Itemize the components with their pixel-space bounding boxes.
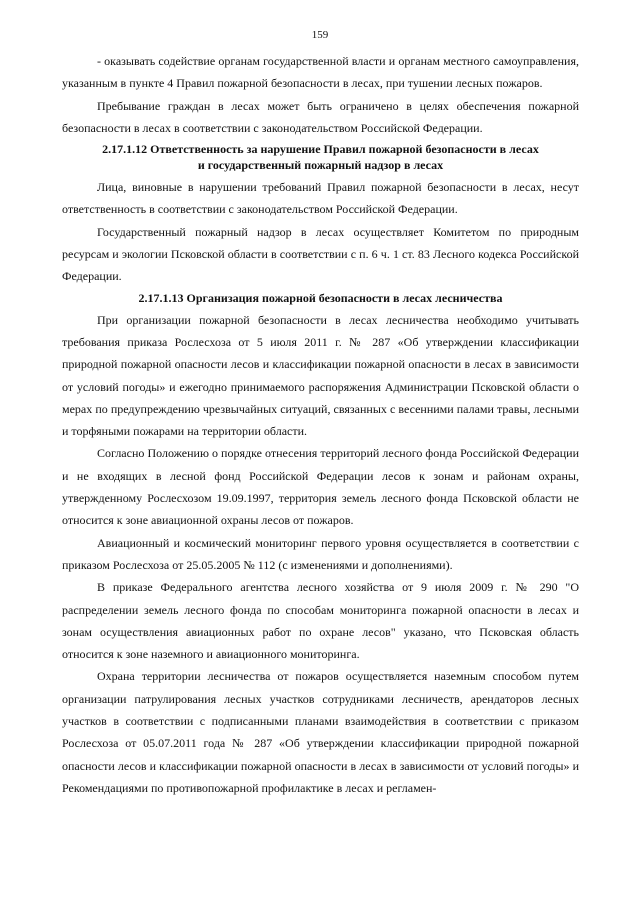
- section-13-paragraph-2: Согласно Положению о порядке отнесения территорий лесного фонда Российской Федерации и не входящих в лесной фонд Российской Федерации лесов к зонам и районам охраны, утвержденному Рослесхозом 19.09.1997, территория земель лесного фонда Псковской области не относится к зоне авиационной охраны лесов от пожаров.: [62, 446, 579, 528]
- section-heading-2-17-1-12: [62, 139, 579, 176]
- section-heading-line-1: 2.17.1.12 Ответственность за нарушение Правил пожарной безопасности в лесах: [102, 142, 539, 157]
- section-12-paragraph-1: Лица, виновные в нарушении требований Правил пожарной безопасности в лесах, несут ответственность в соответствии с законодательством Российской Федерации.: [62, 180, 579, 217]
- section-12-paragraph-2: Государственный пожарный надзор в лесах осуществляет Комитетом по природным ресурсам и экологии Псковской области в соответствии с п. 6 ч. 1 ст. 83 Лесного кодекса Российской Федерации.: [62, 224, 579, 284]
- section-heading-line-2: и государственный пожарный надзор в лесах: [197, 158, 444, 173]
- intro-paragraph-2: Пребывание граждан в лесах может быть ограничено в целях обеспечения пожарной безопасности в лесах в соответствии с законодательством Российской Федерации.: [62, 98, 579, 135]
- section-13-paragraph-1: При организации пожарной безопасности в лесах лесничества необходимо учитывать требования приказа Рослесхоза от 5 июля 2011 г. № 287 «Об утверждении классификации природной пожарной опасности лесов и классификации пожарной опасности в лесах в зависимости от условий погоды» и ежегодно принимаемого распоряжения Администрации Псковской области о мерах по предупреждению чрезвычайных ситуаций, связанных с весенними палами травы, лесными и торфяными пожарами на территории области.: [62, 312, 579, 439]
- document-body: [62, 50, 579, 799]
- intro-paragraph-1: - оказывать содействие органам государственной власти и органам местного самоуправления, указанным в пункте 4 Правил пожарной безопасности в лесах, при тушении лесных пожаров.: [62, 54, 579, 91]
- section-13-paragraph-5: Охрана территории лесничества от пожаров осуществляется наземным способом путем организации патрулирования лесных участков сотрудниками лесничеств, арендаторов лесных участков в соответствии с подписанными планами взаимодействия в соответствии с приказом Рослесхоза от 05.07.2011 года № 287 «Об утверждении классификации природной пожарной опасности лесов и классификации пожарной опасности в лесах в зависимости от условий погоды» и Рекомендациями по противопожарной профилактике в лесах и регламен-: [62, 669, 579, 795]
- section-13-paragraph-3: Авиационный и космический мониторинг первого уровня осуществляется в соответствии с приказом Рослесхоза от 25.05.2005 № 112 (с изменениями и дополнениями).: [62, 535, 579, 572]
- section-13-paragraph-4: В приказе Федерального агентства лесного хозяйства от 9 июля 2009 г. № 290 "О распределении земель лесного фонда по способам мониторинга пожарной опасности в лесах и зонам осуществления авиационных работ по охране лесов" указано, что Псковская область относится к зоне наземного и авиационного мониторинга.: [62, 580, 579, 662]
- page-number: 159: [311, 29, 329, 41]
- section-heading-2-17-1-13: 2.17.1.13 Организация пожарной безопасности в лесах лесничества: [138, 290, 503, 305]
